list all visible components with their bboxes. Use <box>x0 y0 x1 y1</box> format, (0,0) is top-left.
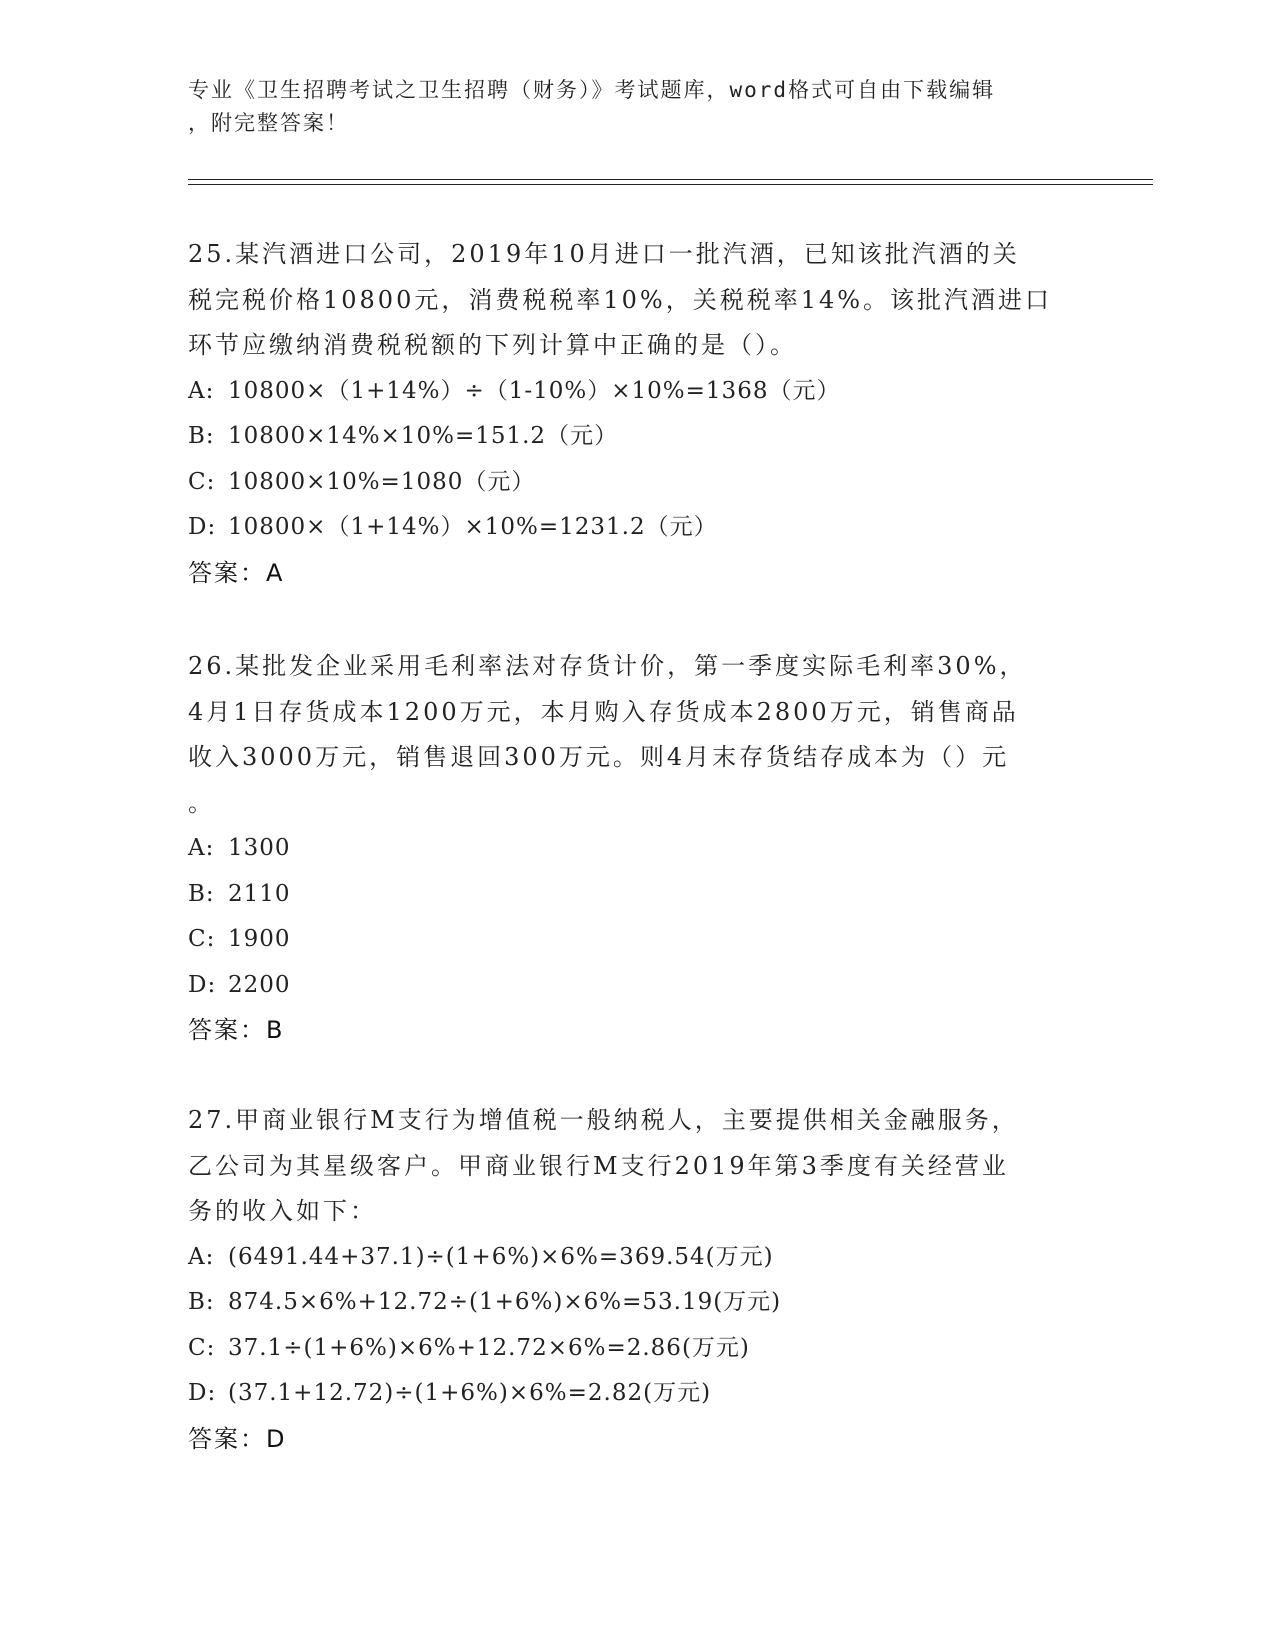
option-letter: D: <box>188 514 217 540</box>
question-text-line: 4月1日存货成本1200万元，本月购入存货成本2800万元，销售商品 <box>188 697 1019 726</box>
option-d <box>188 505 1088 551</box>
option-text: (37.1+12.72)÷(1+6%)×6%=2.82(万元) <box>228 1380 712 1406</box>
option-text: 10800×（1+14%）÷（1-10%）×10%=1368（元） <box>228 377 841 404</box>
question-text-line: 务的收入如下： <box>188 1197 377 1225</box>
answer-text: 答案：B <box>188 1016 285 1044</box>
header-divider <box>188 184 1153 185</box>
option-text: 1900 <box>228 926 291 952</box>
option-a <box>188 1235 1088 1281</box>
option-text: 37.1÷(1+6%)×6%+12.72×6%=2.86(万元) <box>228 1334 750 1361</box>
header-divider <box>188 179 1153 180</box>
option-b <box>188 872 1088 918</box>
question-text-line: 税完税价格10800元，消费税税率10%，关税税率14%。该批汽酒进口 <box>188 285 1053 314</box>
option-text: (6491.44+37.1)÷(1+6%)×6%=369.54(万元) <box>228 1243 774 1270</box>
question-text-line: 27.甲商业银行M支行为增值税一般纳税人，主要提供相关金融服务， <box>188 1106 1019 1134</box>
option-letter: B: <box>188 1289 215 1315</box>
option-text: 1300 <box>228 835 291 861</box>
option-letter: D: <box>188 971 217 998</box>
question-25 <box>188 232 1088 596</box>
option-text: 10800×14%×10%=151.2（元） <box>228 423 619 449</box>
option-text: 10800×（1+14%）×10%=1231.2（元） <box>228 514 718 540</box>
option-letter: C: <box>188 468 216 495</box>
question-text-line: 乙公司为其星级客户。甲商业银行M支行2019年第3季度有关经营业 <box>188 1151 1009 1180</box>
option-letter: C: <box>188 926 216 952</box>
option-text: 2110 <box>228 880 291 907</box>
option-text: 2200 <box>228 971 291 998</box>
option-text: 10800×10%=1080（元） <box>228 468 536 495</box>
option-b <box>188 414 1088 460</box>
header-line: ，附完整答案！ <box>188 111 349 135</box>
header-line: 专业《卫生招聘考试之卫生招聘（财务）》考试题库，word格式可自由下载编辑 <box>188 78 996 102</box>
option-c <box>188 1326 1088 1372</box>
option-d <box>188 963 1088 1009</box>
answer-text: 答案：D <box>188 1424 287 1453</box>
option-letter: C: <box>188 1334 216 1361</box>
option-c <box>188 917 1088 963</box>
question-27 <box>188 1098 1088 1462</box>
option-letter: A: <box>188 1243 215 1270</box>
question-text-line: 收入3000万元，销售退回300万元。则4月末存货结存成本为（）元 <box>188 743 1010 771</box>
question-text-line: 环节应缴纳消费税税额的下列计算中正确的是（）。 <box>188 331 797 359</box>
option-b <box>188 1280 1088 1326</box>
option-letter: A: <box>188 835 215 861</box>
option-letter: B: <box>188 423 215 449</box>
option-a <box>188 826 1088 872</box>
option-c <box>188 460 1088 506</box>
question-text-line: 26.某批发企业采用毛利率法对存货计价，第一季度实际毛利率30%， <box>188 652 1027 680</box>
option-text: 874.5×6%+12.72÷(1+6%)×6%=53.19(万元) <box>228 1289 782 1315</box>
document-header <box>188 74 1088 140</box>
question-text-line: 。 <box>188 788 215 817</box>
option-letter: B: <box>188 880 215 907</box>
option-letter: A: <box>188 377 215 404</box>
option-letter: D: <box>188 1380 217 1406</box>
answer-text: 答案：A <box>188 558 285 587</box>
question-text-line: 25.某汽酒进口公司，2019年10月进口一批汽酒，已知该批汽酒的关 <box>188 240 1020 268</box>
question-26 <box>188 644 1088 1054</box>
option-d <box>188 1371 1088 1417</box>
option-a <box>188 369 1088 415</box>
